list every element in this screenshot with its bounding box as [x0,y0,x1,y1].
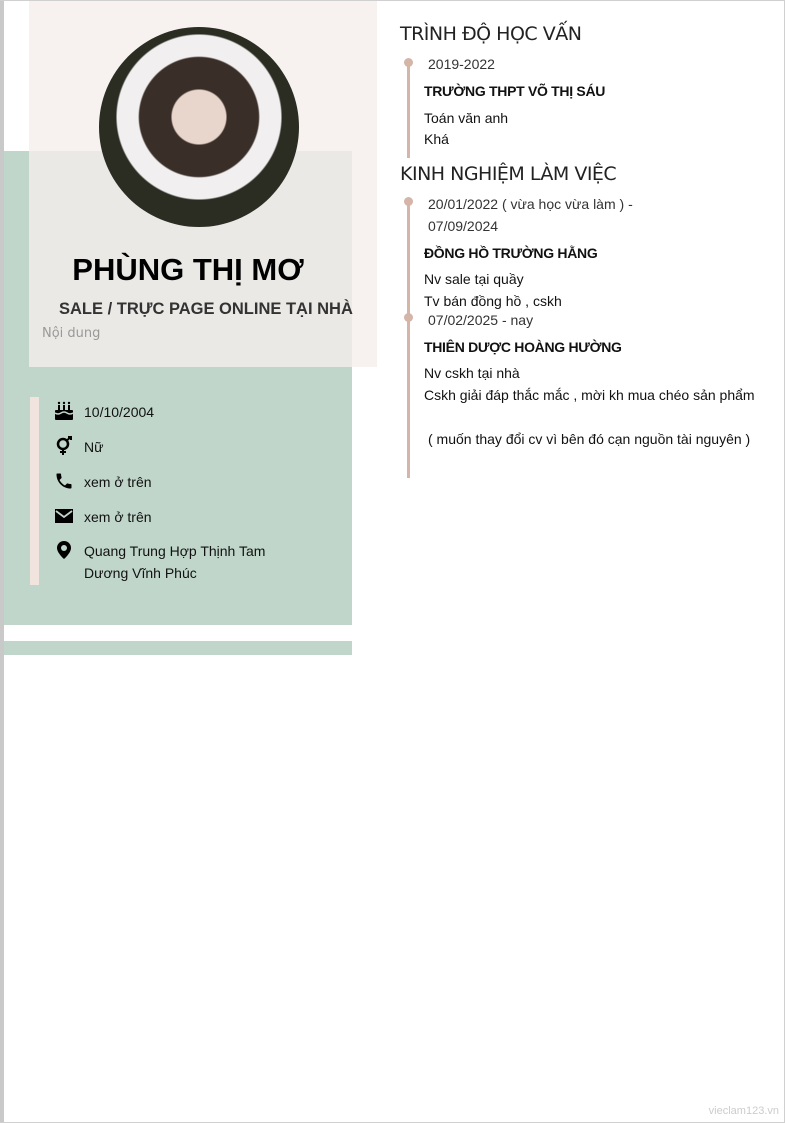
sidebar-strip [4,641,352,655]
summary-text: Nội dung [42,326,101,341]
email-icon [54,506,74,526]
timeline-dot [404,58,413,67]
experience-company: ĐỒNG HỒ TRƯỜNG HẰNG [424,245,598,261]
education-timeline [407,62,410,158]
candidate-name: PHÙNG THỊ MƠ [72,252,304,287]
experience-detail: Nv cskh tại nhà [424,365,520,381]
education-detail: Toán văn anh [424,110,509,126]
contact-birthday: 10/10/2004 [54,401,154,423]
page-border [0,0,4,1123]
education-detail: Khá [424,131,449,147]
education-date: 2019-2022 [428,56,495,72]
contact-gender: Nữ [54,436,103,458]
experience-date: 07/09/2024 [428,218,499,234]
contact-email: xem ở trên [54,506,152,528]
avatar-photo [99,27,299,227]
experience-heading: KINH NGHIỆM LÀM VIỆC [400,163,617,185]
experience-detail: Tv bán đồng hồ , cskh [424,293,562,309]
experience-date: 20/01/2022 ( vừa học vừa làm ) - [428,196,633,212]
location-icon [54,540,74,560]
page-border [0,0,785,1]
job-position: SALE / TRỰC PAGE ONLINE TẠI NHÀ [59,300,353,318]
experience-detail: Cskh giải đáp thắc mắc , mời kh mua chéo sản phẩm [424,387,755,403]
experience-detail: ( muốn thay đổi cv vì bên đó cạn nguồn tài nguyên ) [428,431,751,447]
experience-company: THIÊN DƯỢC HOÀNG HƯỜNG [424,339,622,355]
contact-accent-bar [30,397,39,585]
experience-timeline [407,200,410,478]
watermark: vieclam123.vn [708,1105,779,1117]
education-school: TRƯỜNG THPT VÕ THỊ SÁU [424,83,606,99]
phone-icon [54,471,74,491]
education-heading: TRÌNH ĐỘ HỌC VẤN [400,23,582,45]
experience-date: 07/02/2025 - nay [428,312,534,328]
experience-detail: Nv sale tại quầy [424,271,524,287]
contact-phone: xem ở trên [54,471,152,493]
contact-address: Quang Trung Hợp Thịnh Tam Dương Vĩnh Phúc [54,540,265,584]
gender-icon [54,436,74,456]
birthday-cake-icon [54,401,74,421]
timeline-dot [404,197,413,206]
timeline-dot [404,313,413,322]
